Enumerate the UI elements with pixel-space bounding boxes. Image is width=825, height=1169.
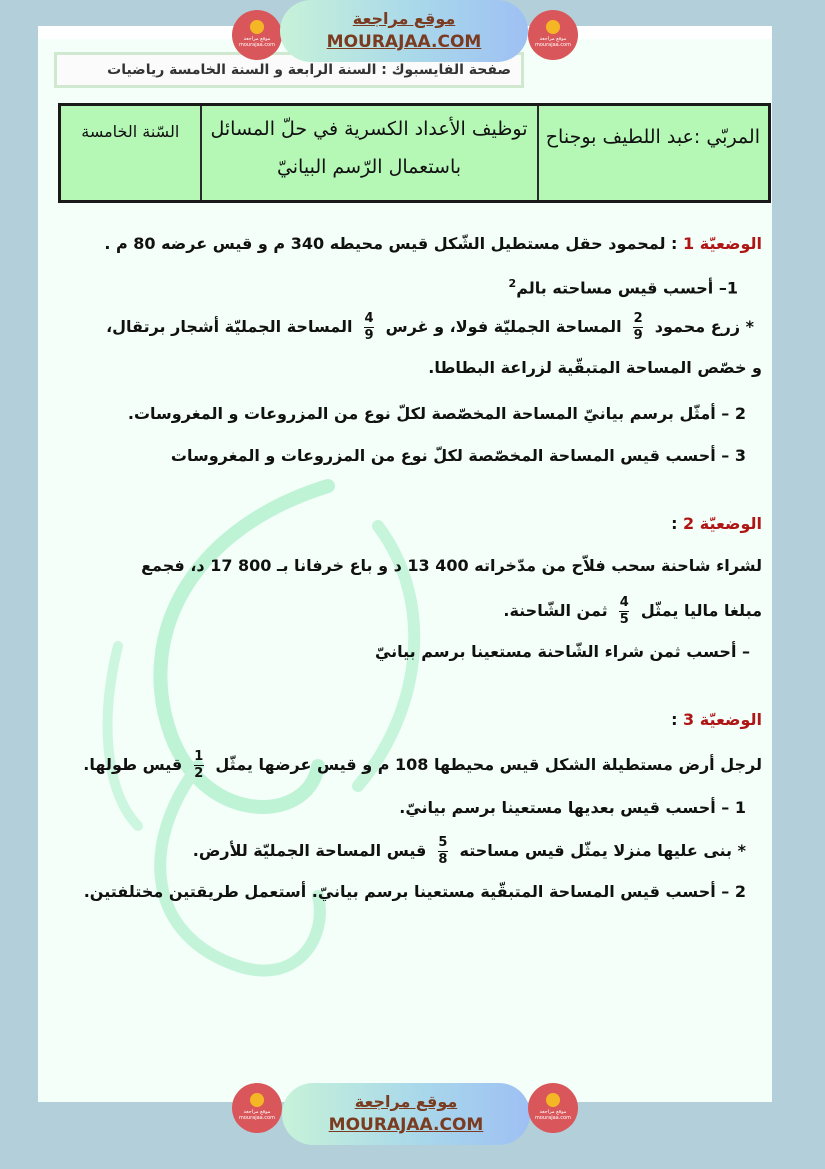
site-badge-top-left[interactable] xyxy=(232,10,282,60)
lesson-title-line1: توظيف الأعداد الكسرية في حلّ المسائل xyxy=(210,118,528,140)
site-banner-top[interactable] xyxy=(280,0,528,62)
calligraphy-watermark xyxy=(78,466,498,1026)
fraction-4-5 xyxy=(619,596,629,627)
banner-domain-text: MOURAJAA.COM xyxy=(328,1115,484,1135)
situation3-colon: : xyxy=(671,710,684,729)
badge-text-ar: موقع مراجعة xyxy=(539,1109,567,1115)
badge-text-ar: موقع مراجعة xyxy=(539,36,567,42)
situation2-colon: : xyxy=(671,514,684,533)
lesson-title-line2: باستعمال الرّسم البيانيّ xyxy=(276,156,462,178)
fraction-5-8 xyxy=(438,836,448,867)
situation1-label: الوضعيّة 1 xyxy=(683,234,762,253)
badge-text-ar: موقع مراجعة xyxy=(243,1109,271,1115)
site-badge-top-right[interactable] xyxy=(528,10,578,60)
situation3-statement xyxy=(193,836,746,867)
situation2-heading xyxy=(671,512,762,536)
fraction-denominator: 5 xyxy=(619,612,629,627)
line1-part-b: قيس طولها. xyxy=(83,755,183,774)
statement-part-a: * بنى عليها منزلا يمثّل قيس مساحته xyxy=(459,841,746,860)
book-logo-icon xyxy=(546,1093,560,1107)
badge-text-en: mourajaa.com xyxy=(534,42,571,48)
situation1-statement xyxy=(106,312,754,343)
fraction-denominator: 2 xyxy=(194,766,204,781)
statement-part-b: المساحة الجمليّة فولا، و غرس xyxy=(385,317,622,336)
badge-text-en: mourajaa.com xyxy=(238,42,275,48)
statement-part-c: المساحة الجمليّة أشجار برتقال، xyxy=(106,317,353,336)
fraction-denominator: 8 xyxy=(438,852,448,867)
book-logo-icon xyxy=(546,20,560,34)
banner-arabic-text: موقع مراجعة xyxy=(354,1092,458,1111)
situation3-q1: 1 – أحسب قيس بعديها مستعينا برسم بيانيّ. xyxy=(399,798,746,817)
site-badge-bottom-right[interactable] xyxy=(528,1083,578,1133)
fraction-numerator: 5 xyxy=(438,835,448,850)
situation1-intro-text: : لمحمود حقل مستطيل الشّكل قيس محيطه 340 م و قيس عرضه 80 م . xyxy=(104,234,684,253)
fraction-numerator: 4 xyxy=(619,595,629,610)
squared-superscript: 2 xyxy=(508,277,517,290)
teacher-cell: المربّي :عبد اللطيف بوجناح xyxy=(538,105,770,202)
fraction-numerator: 2 xyxy=(633,311,643,326)
situation1-q2: 2 – أمثّل برسم بيانيّ المساحة المخصّصة لكلّ نوع من المزروعات و المغروسات. xyxy=(127,404,746,423)
line2-part-a: مبلغا ماليا يمثّل xyxy=(640,601,762,620)
situation2-line2 xyxy=(503,596,762,627)
situation2-q1: – أحسب ثمن شراء الشّاحنة مستعينا برسم بيانيّ xyxy=(374,642,750,661)
situation2-line1: لشراء شاحنة سحب فلاّح من مدّخراته 400 13 د و باع خرفانا بـ 800 17 د، فجمع xyxy=(141,556,762,575)
situation1-intro xyxy=(104,232,762,256)
site-badge-bottom-left[interactable] xyxy=(232,1083,282,1133)
situation1-statement-line2: و خصّص المساحة المتبقّية لزراعة البطاطا. xyxy=(428,358,762,377)
banner-arabic-text: موقع مراجعة xyxy=(352,9,456,28)
situation3-heading xyxy=(671,708,762,732)
fraction-4-9 xyxy=(364,312,374,343)
fraction-numerator: 1 xyxy=(194,749,204,764)
badge-text-ar: موقع مراجعة xyxy=(243,36,271,42)
site-banner-bottom[interactable] xyxy=(282,1083,530,1145)
fraction-2-9 xyxy=(633,312,643,343)
fraction-numerator: 4 xyxy=(364,311,374,326)
fraction-denominator: 9 xyxy=(364,328,374,343)
worksheet-page xyxy=(38,26,772,1102)
banner-domain-text: MOURAJAA.COM xyxy=(326,32,482,52)
grade-cell: السّنة الخامسة xyxy=(60,105,201,202)
situation2-label: الوضعيّة 2 xyxy=(683,514,762,533)
facebook-page-box: صفحة الفايسبوك : السنة الرابعة و السنة الخامسة رياضيات xyxy=(54,52,524,88)
statement-part-a: * زرع محمود xyxy=(654,317,754,336)
situation3-q2: 2 – أحسب قيس المساحة المتبقّية مستعينا برسم بيانيّ. أستعمل طريقتين مختلفتين. xyxy=(83,882,746,901)
line2-part-b: ثمن الشّاحنة. xyxy=(503,601,608,620)
book-logo-icon xyxy=(250,20,264,34)
badge-text-en: mourajaa.com xyxy=(534,1115,571,1121)
lesson-title-cell xyxy=(201,105,538,202)
line1-part-a: لرجل أرض مستطيلة الشكل قيس محيطها 108 م و قيس عرضها يمثّل xyxy=(215,755,762,774)
statement-part-b: قيس المساحة الجمليّة للأرض. xyxy=(192,841,427,860)
situation1-q1-text: 1– أحسب قيس مساحته بالم xyxy=(516,278,738,298)
badge-text-en: mourajaa.com xyxy=(238,1115,275,1121)
situation3-line1 xyxy=(83,750,762,781)
situation1-q1 xyxy=(509,272,738,300)
fraction-1-2 xyxy=(194,750,204,781)
fraction-denominator: 9 xyxy=(633,328,643,343)
situation3-label: الوضعيّة 3 xyxy=(683,710,762,729)
book-logo-icon xyxy=(250,1093,264,1107)
situation1-q3: 3 – أحسب قيس المساحة المخصّصة لكلّ نوع من المزروعات و المغروسات xyxy=(170,446,746,465)
header-table xyxy=(58,103,771,203)
